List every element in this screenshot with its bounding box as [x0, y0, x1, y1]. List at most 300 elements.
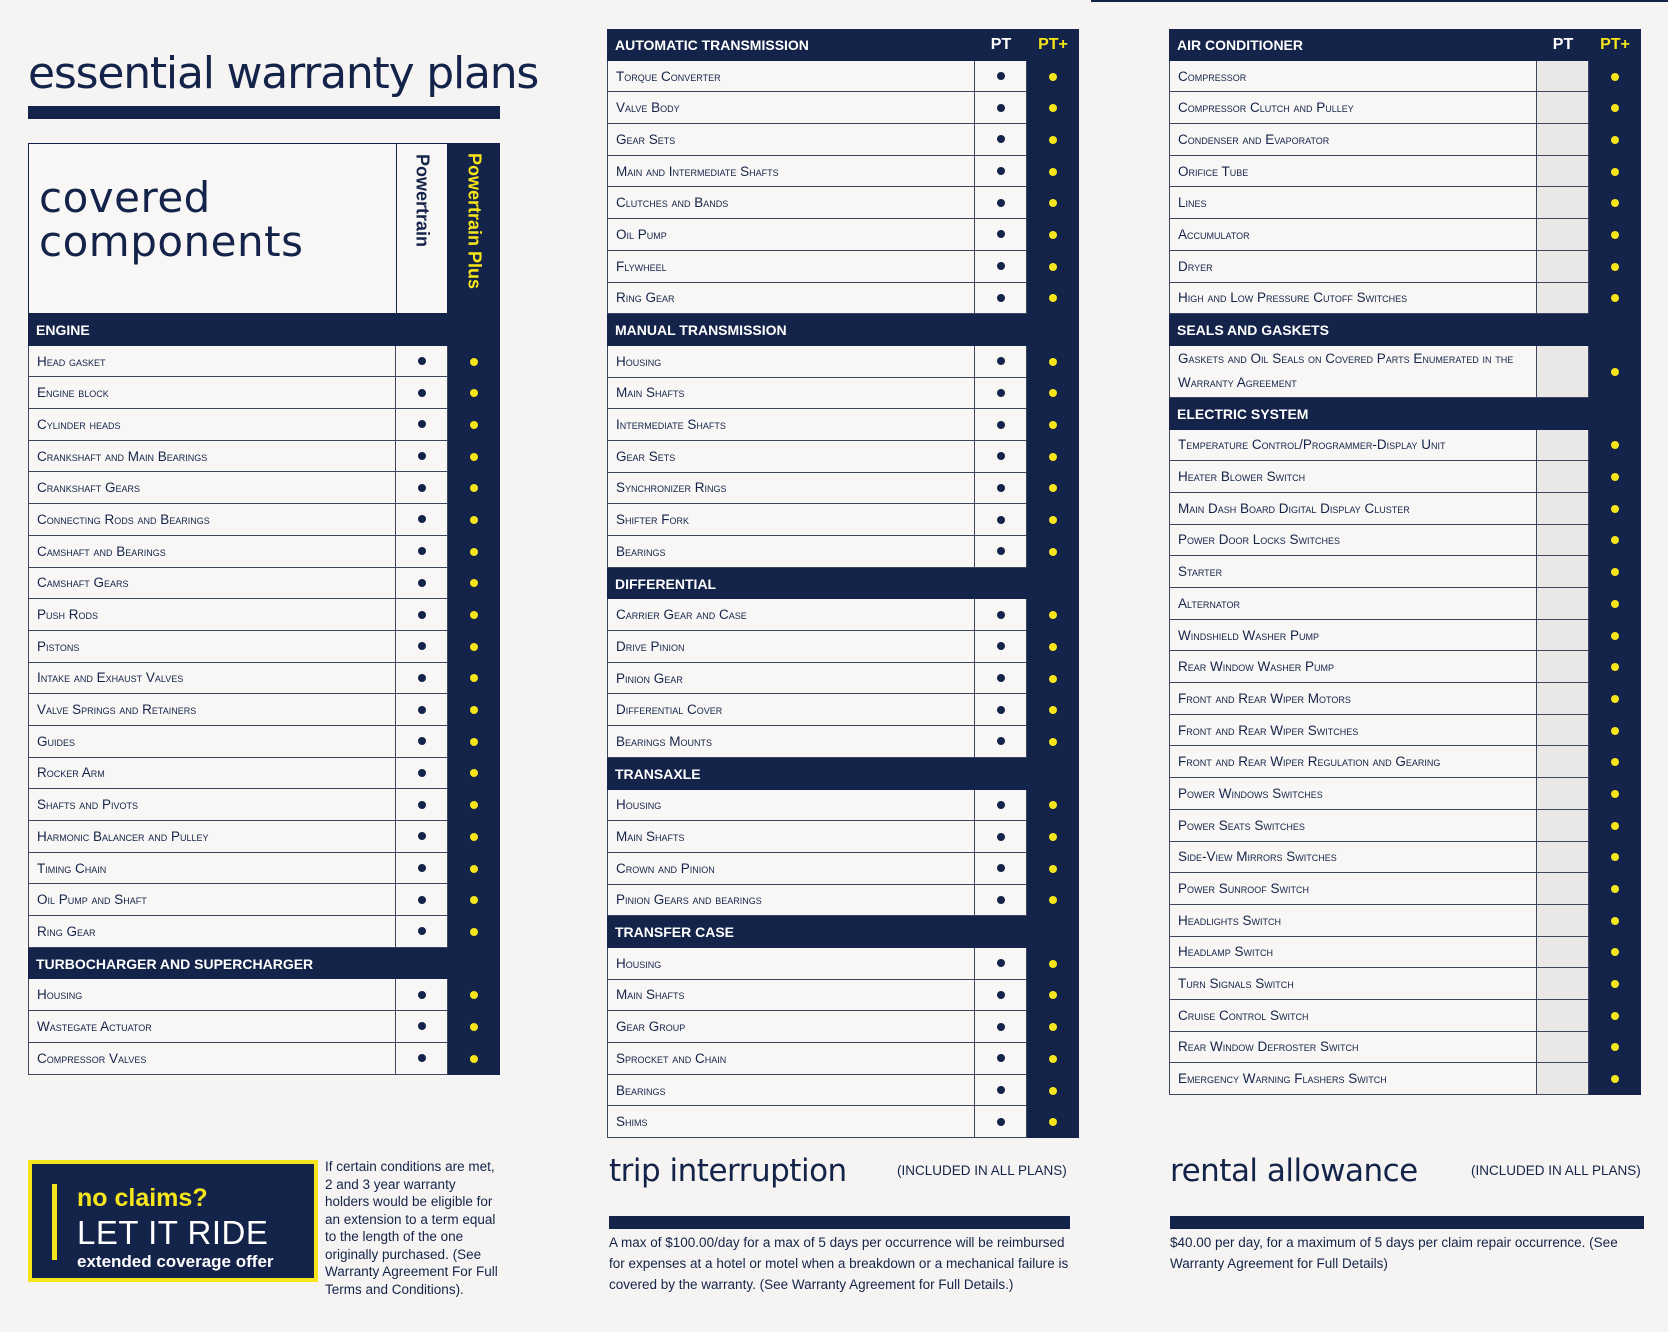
powertrain-plus-cell: [1589, 156, 1641, 188]
powertrain-plus-cell: [448, 1011, 500, 1043]
component-name: Ring Gear: [607, 283, 975, 315]
table-row: [28, 916, 500, 948]
powertrain-plus-cell: [448, 599, 500, 631]
powertrain-plus-coverage-dot-icon: [1611, 600, 1619, 608]
component-name: Guides: [28, 726, 396, 758]
table-row: [607, 219, 1079, 251]
powertrain-coverage-dot-icon: [418, 484, 426, 492]
table-row: [1169, 124, 1641, 156]
powertrain-plus-coverage-dot-icon: [1049, 675, 1057, 683]
powertrain-plus-coverage-dot-icon: [1049, 738, 1057, 746]
trip-interruption-text: A max of $100.00/day for a max of 5 days per occurrence will be reimbursed for expenses at a hotel or motel when a breakdown or a mechanical failure is covered by the warranty. (See Warranty Agreement for Full Details.): [609, 1235, 1069, 1292]
powertrain-plus-cell: [1589, 651, 1641, 683]
trip-interruption-bar: [609, 1216, 1070, 1229]
powertrain-cell: [975, 948, 1027, 980]
powertrain-plus-cell: [1589, 346, 1641, 398]
table-row: [607, 409, 1079, 441]
pt-plus-column-label: [1027, 314, 1079, 346]
powertrain-coverage-dot-icon: [997, 991, 1005, 999]
powertrain-coverage-dot-icon: [997, 516, 1005, 524]
section-title: ELECTRIC SYSTEM: [1177, 405, 1309, 422]
powertrain-plus-cell: [1589, 61, 1641, 93]
component-name: Bearings: [607, 536, 975, 568]
table-row: [1169, 683, 1641, 715]
powertrain-plus-coverage-dot-icon: [1049, 263, 1057, 271]
powertrain-cell: [396, 441, 448, 473]
section-header-differential: [607, 568, 1079, 600]
powertrain-coverage-dot-icon: [997, 452, 1005, 460]
component-name: Headlights Switch: [1169, 905, 1537, 937]
section-header-automatic-transmission: [607, 29, 1079, 61]
section-title: TURBOCHARGER AND SUPERCHARGER: [36, 955, 314, 972]
table-row: [607, 1043, 1079, 1075]
pt-column-label: [975, 568, 1027, 600]
powertrain-cell: [1537, 251, 1589, 283]
promo-line-1: no claims?: [77, 1184, 208, 1212]
component-name: Lines: [1169, 187, 1537, 219]
powertrain-cell: [1537, 493, 1589, 525]
pt-plus-column-label: [448, 314, 500, 346]
powertrain-cell: [975, 378, 1027, 410]
table-row: [607, 663, 1079, 695]
powertrain-plus-coverage-dot-icon: [1611, 632, 1619, 640]
powertrain-plus-cell: [1027, 885, 1079, 917]
powertrain-plus-coverage-dot-icon: [1611, 136, 1619, 144]
powertrain-cell: [975, 156, 1027, 188]
table-row: [1169, 283, 1641, 315]
powertrain-cell: [975, 473, 1027, 505]
powertrain-cell: [396, 1043, 448, 1075]
powertrain-plus-cell: [1027, 1075, 1079, 1107]
powertrain-plus-cell: [1589, 968, 1641, 1000]
component-name: Emergency Warning Flashers Switch: [1169, 1063, 1537, 1095]
powertrain-plus-cell: [1589, 715, 1641, 747]
covered-components-header: [28, 143, 500, 314]
powertrain-plus-coverage-dot-icon: [1611, 727, 1619, 735]
table-row: [1169, 1032, 1641, 1064]
table-row: [28, 853, 500, 885]
powertrain-plus-coverage-dot-icon: [1049, 168, 1057, 176]
component-name: Cruise Control Switch: [1169, 1000, 1537, 1032]
powertrain-cell: [975, 599, 1027, 631]
table-row: [607, 980, 1079, 1012]
table-row: [607, 504, 1079, 536]
powertrain-plus-coverage-dot-icon: [1611, 441, 1619, 449]
powertrain-plus-coverage-dot-icon: [470, 896, 478, 904]
trip-interruption-title: trip interruption: [609, 1153, 847, 1189]
component-name: Intermediate Shafts: [607, 409, 975, 441]
powertrain-plus-coverage-dot-icon: [1611, 885, 1619, 893]
powertrain-plus-cell: [448, 377, 500, 409]
powertrain-plus-coverage-dot-icon: [1049, 199, 1057, 207]
powertrain-cell: [1537, 1000, 1589, 1032]
component-name: Ring Gear: [28, 916, 396, 948]
powertrain-plus-cell: [1589, 588, 1641, 620]
powertrain-plus-cell: [1027, 251, 1079, 283]
powertrain-plus-coverage-dot-icon: [470, 421, 478, 429]
component-name: Compressor Clutch and Pulley: [1169, 92, 1537, 124]
table-row: [607, 283, 1079, 315]
powertrain-plus-coverage-dot-icon: [470, 991, 478, 999]
powertrain-coverage-dot-icon: [997, 72, 1005, 80]
powertrain-cell: [975, 1011, 1027, 1043]
component-name: Drive Pinion: [607, 631, 975, 663]
powertrain-plus-coverage-dot-icon: [470, 643, 478, 651]
powertrain-cell: [975, 726, 1027, 758]
powertrain-coverage-dot-icon: [418, 579, 426, 587]
promo-accent-bar: [52, 1184, 57, 1260]
powertrain-plus-cell: [1589, 283, 1641, 315]
powertrain-plus-cell: [1589, 778, 1641, 810]
section-title: TRANSFER CASE: [615, 924, 735, 941]
component-name: Sprocket and Chain: [607, 1043, 975, 1075]
powertrain-cell: [1537, 683, 1589, 715]
powertrain-plus-cell: [448, 758, 500, 790]
powertrain-cell: [1537, 842, 1589, 874]
powertrain-plus-cell: [1027, 1043, 1079, 1075]
powertrain-plus-coverage-dot-icon: [1611, 1075, 1619, 1083]
section-title: MANUAL TRANSMISSION: [615, 322, 787, 339]
table-row: [1169, 251, 1641, 283]
component-name: Turn Signals Switch: [1169, 968, 1537, 1000]
powertrain-plus-coverage-dot-icon: [1049, 421, 1057, 429]
table-row: [1169, 61, 1641, 93]
component-name: Camshaft and Bearings: [28, 536, 396, 568]
powertrain-cell: [975, 885, 1027, 917]
powertrain-cell: [975, 124, 1027, 156]
powertrain-coverage-dot-icon: [997, 674, 1005, 682]
pt-plus-column-label: [1027, 916, 1079, 948]
section-title: SEALS AND GASKETS: [1177, 322, 1329, 339]
table-row: [607, 599, 1079, 631]
pt-column-label: [975, 916, 1027, 948]
powertrain-cell: [975, 694, 1027, 726]
powertrain-cell: [396, 694, 448, 726]
component-name: Valve Springs and Retainers: [28, 694, 396, 726]
powertrain-plus-coverage-dot-icon: [470, 769, 478, 777]
powertrain-cell: [396, 377, 448, 409]
powertrain-cell: [396, 979, 448, 1011]
component-name: Starter: [1169, 556, 1537, 588]
table-row: [28, 694, 500, 726]
powertrain-plus-cell: [1027, 283, 1079, 315]
pt-plus-column-label: [1589, 398, 1641, 430]
table-row: [1169, 905, 1641, 937]
table-row: [28, 631, 500, 663]
powertrain-cell: [1537, 778, 1589, 810]
component-name: Windshield Washer Pump: [1169, 620, 1537, 652]
powertrain-cell: [396, 631, 448, 663]
powertrain-plus-cell: [1027, 821, 1079, 853]
section-title: AIR CONDITIONER: [1177, 36, 1303, 53]
component-name: Crown and Pinion: [607, 853, 975, 885]
component-name: Oil Pump and Shaft: [28, 884, 396, 916]
table-row: [28, 409, 500, 441]
covered-components-label-cell: [28, 143, 396, 314]
powertrain-coverage-dot-icon: [418, 801, 426, 809]
section-header-electric-system: [1169, 398, 1641, 430]
powertrain-cell: [975, 61, 1027, 93]
section-header-air-conditioner: [1169, 29, 1641, 61]
table-row: [607, 441, 1079, 473]
powertrain-coverage-dot-icon: [997, 389, 1005, 397]
table-row: [607, 536, 1079, 568]
powertrain-plus-cell: [1027, 124, 1079, 156]
component-name: Housing: [28, 979, 396, 1011]
component-name: Connecting Rods and Bearings: [28, 504, 396, 536]
powertrain-plus-coverage-dot-icon: [1049, 706, 1057, 714]
powertrain-plus-cell: [1027, 726, 1079, 758]
component-name: Temperature Control/Programmer-Display Unit: [1169, 430, 1537, 462]
rental-allowance-title: rental allowance: [1170, 1153, 1418, 1189]
table-row: [1169, 219, 1641, 251]
table-row: [28, 726, 500, 758]
pt-column-label: [1537, 314, 1589, 346]
powertrain-plus-coverage-dot-icon: [470, 389, 478, 397]
powertrain-plus-coverage-dot-icon: [470, 1055, 478, 1063]
component-name: Housing: [607, 346, 975, 378]
rental-allowance-text: $40.00 per day, for a maximum of 5 days per claim repair occurrence. (See Warranty Agreement for Full Details): [1170, 1235, 1618, 1271]
powertrain-cell: [1537, 937, 1589, 969]
table-row: [1169, 810, 1641, 842]
component-name: Clutches and Bands: [607, 187, 975, 219]
table-row: [1169, 715, 1641, 747]
table-row: [1169, 937, 1641, 969]
powertrain-plus-coverage-dot-icon: [470, 833, 478, 841]
component-name: Torque Converter: [607, 61, 975, 93]
component-name: Shafts and Pivots: [28, 789, 396, 821]
powertrain-coverage-dot-icon: [997, 737, 1005, 745]
powertrain-plus-coverage-dot-icon: [470, 865, 478, 873]
powertrain-plus-cell: [1027, 853, 1079, 885]
section-header-engine: [28, 314, 500, 346]
powertrain-coverage-dot-icon: [418, 515, 426, 523]
component-name: Compressor: [1169, 61, 1537, 93]
powertrain-plus-coverage-dot-icon: [1611, 536, 1619, 544]
component-name: Orifice Tube: [1169, 156, 1537, 188]
component-name: Front and Rear Wiper Motors: [1169, 683, 1537, 715]
powertrain-cell: [975, 1043, 1027, 1075]
table-row: [28, 441, 500, 473]
powertrain-plus-coverage-dot-icon: [1611, 231, 1619, 239]
powertrain-coverage-dot-icon: [997, 1086, 1005, 1094]
powertrain-cell: [1537, 746, 1589, 778]
powertrain-cell: [975, 251, 1027, 283]
section-header-transaxle: [607, 758, 1079, 790]
powertrain-plus-coverage-dot-icon: [470, 579, 478, 587]
powertrain-cell: [396, 409, 448, 441]
powertrain-plus-coverage-dot-icon: [1049, 104, 1057, 112]
table-row: [28, 536, 500, 568]
right-coverage-table: [1169, 29, 1641, 1095]
powertrain-plus-cell: [1027, 1106, 1079, 1138]
powertrain-plus-cell: [1589, 461, 1641, 493]
component-name: Head gasket: [28, 346, 396, 378]
table-row: [607, 378, 1079, 410]
table-row: [28, 979, 500, 1011]
powertrain-plus-cell: [1589, 905, 1641, 937]
middle-coverage-table: [607, 29, 1079, 1138]
powertrain-coverage-dot-icon: [997, 294, 1005, 302]
table-row: [28, 377, 500, 409]
table-row: [1169, 620, 1641, 652]
component-name: Power Seats Switches: [1169, 810, 1537, 842]
component-name: Rocker Arm: [28, 758, 396, 790]
powertrain-plus-cell: [1589, 873, 1641, 905]
powertrain-coverage-dot-icon: [418, 1022, 426, 1030]
powertrain-plus-coverage-dot-icon: [470, 516, 478, 524]
component-name: Headlamp Switch: [1169, 937, 1537, 969]
component-name: Accumulator: [1169, 219, 1537, 251]
table-row: [1169, 525, 1641, 557]
powertrain-coverage-dot-icon: [418, 706, 426, 714]
powertrain-cell: [1537, 1032, 1589, 1064]
powertrain-plus-cell: [1027, 473, 1079, 505]
powertrain-plus-coverage-dot-icon: [1049, 991, 1057, 999]
table-row: [28, 884, 500, 916]
powertrain-plus-coverage-dot-icon: [1049, 231, 1057, 239]
component-name: Shifter Fork: [607, 504, 975, 536]
table-row: [1169, 588, 1641, 620]
table-row: [607, 948, 1079, 980]
table-row: [28, 599, 500, 631]
component-name: Front and Rear Wiper Switches: [1169, 715, 1537, 747]
powertrain-plus-coverage-dot-icon: [470, 801, 478, 809]
rental-allowance-included: (INCLUDED IN ALL PLANS): [1471, 1163, 1641, 1178]
powertrain-plus-coverage-dot-icon: [1611, 73, 1619, 81]
powertrain-coverage-dot-icon: [418, 737, 426, 745]
powertrain-coverage-dot-icon: [997, 801, 1005, 809]
powertrain-cell: [1537, 461, 1589, 493]
table-row: [28, 346, 500, 378]
pt-column-label: PT: [1552, 35, 1574, 53]
powertrain-coverage-dot-icon: [997, 833, 1005, 841]
page-title: essential warranty plans: [28, 48, 539, 99]
powertrain-coverage-dot-icon: [997, 706, 1005, 714]
powertrain-plus-coverage-dot-icon: [1611, 473, 1619, 481]
powertrain-plus-cell: [448, 884, 500, 916]
powertrain-plus-coverage-dot-icon: [1611, 822, 1619, 830]
promo-description: If certain conditions are met, 2 and 3 year warranty holders would be eligible for an extension to a term equal to the length of the one originally purchased. (See Warranty Agreement For Full Terms and Conditions).: [325, 1159, 498, 1297]
table-row: [607, 473, 1079, 505]
powertrain-plus-cell: [448, 536, 500, 568]
table-row: [1169, 556, 1641, 588]
table-row: [28, 821, 500, 853]
powertrain-plus-cell: [1589, 219, 1641, 251]
table-row: [607, 821, 1079, 853]
powertrain-coverage-dot-icon: [997, 611, 1005, 619]
powertrain-plus-label: Powertrain Plus: [464, 153, 485, 290]
section-header-turbocharger-and-supercharger: [28, 948, 500, 980]
table-row: [1169, 493, 1641, 525]
rental-allowance-bar: [1170, 1216, 1644, 1229]
powertrain-plus-cell: [1027, 948, 1079, 980]
powertrain-plus-coverage-dot-icon: [1611, 980, 1619, 988]
powertrain-plus-coverage-dot-icon: [470, 548, 478, 556]
component-name: Dryer: [1169, 251, 1537, 283]
table-row: [1169, 156, 1641, 188]
powertrain-plus-coverage-dot-icon: [470, 358, 478, 366]
powertrain-plus-cell: [1589, 620, 1641, 652]
component-name: Gear Sets: [607, 124, 975, 156]
powertrain-plus-cell: [448, 504, 500, 536]
component-name: Carrier Gear and Case: [607, 599, 975, 631]
section-header-seals-and-gaskets: [1169, 314, 1641, 346]
powertrain-coverage-dot-icon: [997, 167, 1005, 175]
powertrain-cell: [1537, 156, 1589, 188]
pt-plus-column-label: [1027, 568, 1079, 600]
powertrain-plus-coverage-dot-icon: [1611, 104, 1619, 112]
component-name: Power Sunroof Switch: [1169, 873, 1537, 905]
component-name: Main Shafts: [607, 378, 975, 410]
powertrain-plus-cell: [448, 663, 500, 695]
powertrain-plus-coverage-dot-icon: [1611, 917, 1619, 925]
powertrain-plus-coverage-dot-icon: [1611, 168, 1619, 176]
powertrain-plus-cell: [448, 979, 500, 1011]
powertrain-plus-cell: [1027, 219, 1079, 251]
powertrain-plus-cell: [1027, 156, 1079, 188]
table-row: [607, 790, 1079, 822]
powertrain-coverage-dot-icon: [997, 959, 1005, 967]
pt-column-label: [396, 948, 448, 980]
powertrain-cell: [975, 409, 1027, 441]
powertrain-plus-column-header: [448, 143, 500, 314]
powertrain-cell: [975, 631, 1027, 663]
pt-column-label: [1537, 398, 1589, 430]
powertrain-cell: [975, 790, 1027, 822]
powertrain-plus-cell: [1027, 790, 1079, 822]
top-rule: [1091, 0, 1668, 2]
powertrain-plus-coverage-dot-icon: [1611, 948, 1619, 956]
component-name: Shims: [607, 1106, 975, 1138]
powertrain-plus-cell: [1589, 683, 1641, 715]
powertrain-plus-cell: [1589, 493, 1641, 525]
title-underline: [28, 106, 500, 119]
component-name: Pinion Gears and bearings: [607, 885, 975, 917]
component-name: Differential Cover: [607, 694, 975, 726]
powertrain-plus-cell: [1589, 937, 1641, 969]
powertrain-plus-coverage-dot-icon: [1611, 853, 1619, 861]
table-row: [1169, 873, 1641, 905]
component-name: Rear Window Defroster Switch: [1169, 1032, 1537, 1064]
powertrain-plus-cell: [1027, 631, 1079, 663]
powertrain-coverage-dot-icon: [418, 420, 426, 428]
component-name: Intake and Exhaust Valves: [28, 663, 396, 695]
powertrain-label: Powertrain: [412, 154, 433, 248]
covered-components-heading: covered components: [39, 173, 304, 266]
pt-plus-column-label: PT+: [1038, 35, 1068, 53]
powertrain-plus-coverage-dot-icon: [1049, 136, 1057, 144]
powertrain-plus-cell: [1027, 536, 1079, 568]
powertrain-plus-cell: [448, 916, 500, 948]
powertrain-plus-cell: [1027, 599, 1079, 631]
powertrain-plus-cell: [1589, 251, 1641, 283]
table-row: [28, 472, 500, 504]
table-row: [28, 504, 500, 536]
powertrain-column-header: [396, 143, 448, 314]
powertrain-plus-cell: [448, 346, 500, 378]
powertrain-plus-cell: [1027, 441, 1079, 473]
powertrain-plus-coverage-dot-icon: [470, 674, 478, 682]
table-row: [607, 853, 1079, 885]
powertrain-plus-coverage-dot-icon: [1611, 695, 1619, 703]
powertrain-cell: [975, 219, 1027, 251]
table-row: [607, 631, 1079, 663]
powertrain-cell: [975, 853, 1027, 885]
powertrain-plus-coverage-dot-icon: [1611, 294, 1619, 302]
powertrain-coverage-dot-icon: [997, 642, 1005, 650]
powertrain-plus-coverage-dot-icon: [1049, 358, 1057, 366]
